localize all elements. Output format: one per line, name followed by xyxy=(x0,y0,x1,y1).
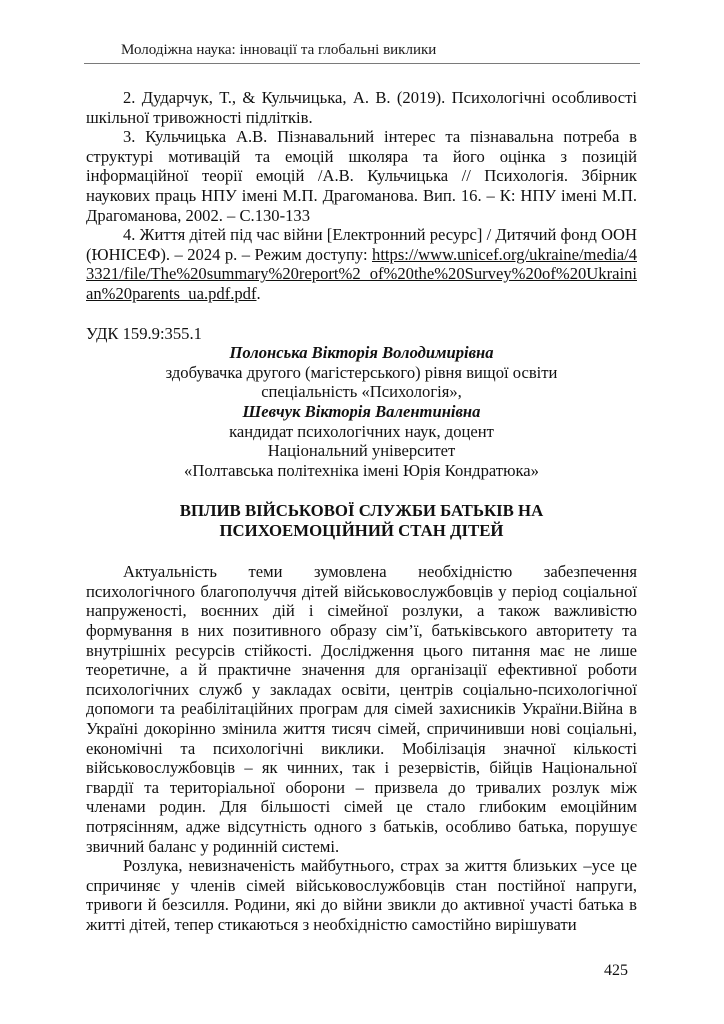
article-title-line: ПСИХОЕМОЦІЙНИЙ СТАН ДІТЕЙ xyxy=(219,521,504,541)
reference-link[interactable]: https://www.unicef.org/ukraine/media/43321/file/The%20summary%20report%2 of%20the%20Survey%20of%20Ukrainian%20parents_ua.pdf.pdf xyxy=(86,244,637,303)
reference-list xyxy=(86,88,637,304)
reference-item xyxy=(86,225,637,303)
article-title xyxy=(86,501,637,541)
article-body xyxy=(86,562,637,934)
header-divider xyxy=(84,63,640,64)
body-paragraph: Розлука, невизначеність майбутнього, страх за життя близьких –усе це спричиняє у членів сімей військовослужбовців стан постійної напруги, тривоги й безсилля. Родини, які до війни звикли до активної участі батька в житті дітей, тепер стикаються з необхідністю самостійно вирішувати xyxy=(86,856,637,934)
running-header: Молодіжна наука: інновації та глобальні виклики xyxy=(121,42,437,58)
article-title-line: ВПЛИВ ВІЙСЬКОВОЇ СЛУЖБИ БАТЬКІВ НА xyxy=(179,501,544,521)
page-number: 425 xyxy=(604,962,628,979)
reference-item: 2. Дударчук, Т., & Кульчицька, А. В. (2019). Психологічні особливості шкільної тривожності підлітків. xyxy=(86,88,637,127)
reference-item: 3. Кульчицька А.В. Пізнавальний інтерес та пізнавальна потреба в структурі мотивацій та емоцій школяра та його оцінка з позицій інформаційної теорії емоцій /А.В. Кульчицька // Психологія. Збірник наукових праць НПУ імені М.П. Драгоманова. Вип. 16. – К: НПУ імені М.П. Драгоманова, 2002. – С.130-133 xyxy=(86,127,637,225)
udc-code: УДК 159.9:355.1 xyxy=(86,323,202,343)
page-content xyxy=(86,88,637,935)
reference-end: . xyxy=(256,283,261,303)
author-name: Полонська Вікторія Володимирівна xyxy=(229,343,494,363)
author-info xyxy=(86,343,637,480)
body-paragraph: Актуальність теми зумовлена необхідністю забезпечення психологічного благополуччя дітей військовослужбовців у період соціальної напруженості, воєнних дій і сімейної розлуки, а також важливістю формування в них позитивного образу сім’ї, батьківського авторитету та внутрішніх ресурсів стійкості. Дослідження цього питання має не лише теоретичне, а й практичне значення для організації ефективної роботи психологічних служб у закладах освіти, центрів соціально-психологічної допомоги та реабілітаційних програм для сімей захисників України.Війна в Україні докорінно змінила життя тисяч сімей, спричинивши нові соціальні, економічні та психологічні виклики. Мобілізація значної кількості військовослужбовців – як чинних, так і резервістів, бійців Національної гвардії та територіальної оборони – призвела до тривалих розлук між членами родин. Для більшості сімей це стало глибоким емоційним потрясінням, адже відсутність одного з батьків, особливо батька, порушує звичний баланс у родинній системі. xyxy=(86,562,637,856)
author-name: Шевчук Вікторія Валентинівна xyxy=(242,401,481,421)
author-affiliation: Національний університет xyxy=(267,441,456,461)
author-affiliation: здобувачка другого (магістерського) рівня вищої освіти xyxy=(165,362,558,382)
author-affiliation: кандидат психологічних наук, доцент xyxy=(229,421,494,441)
author-affiliation: спеціальність «Психологія», xyxy=(261,382,462,402)
reference-text: 4. Життя дітей під час війни [Електронний ресурс] / Дитячий фонд ООН (ЮНІСЕФ). – 2024 р. – Режим доступу: xyxy=(86,225,637,264)
author-affiliation: «Полтавська політехніка імені Юрія Кондратюка» xyxy=(184,460,539,480)
